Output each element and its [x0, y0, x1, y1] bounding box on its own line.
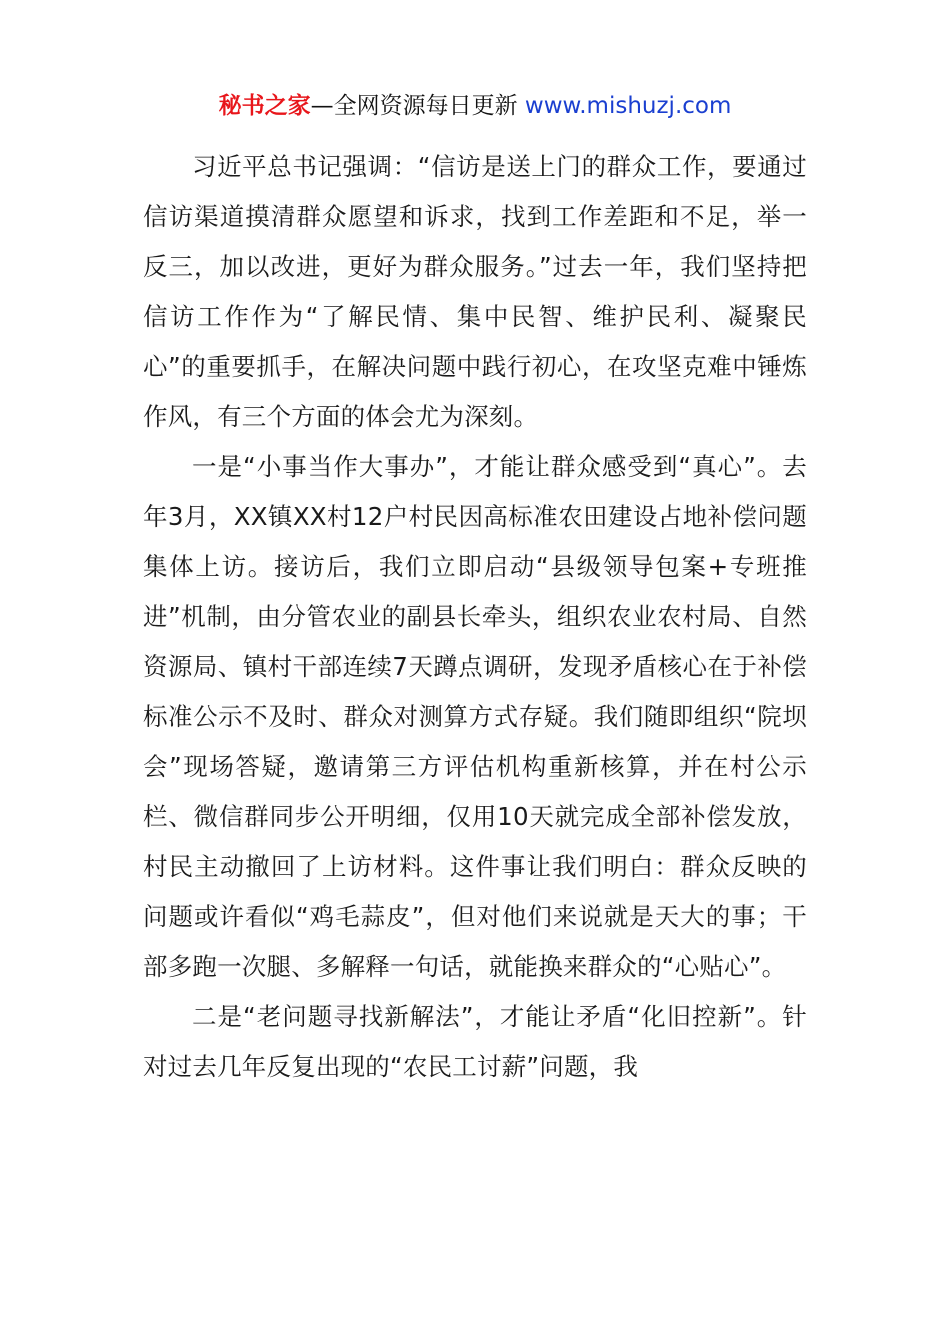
site-url-link[interactable]: www.mishuzj.com	[517, 93, 732, 119]
paragraph-point-two: 二是“老问题寻找新解法”，才能让矛盾“化旧控新”。针对过去几年反复出现的“农民工讨薪”问题，我	[143, 1002, 807, 1081]
header-tagline: —全网资源每日更新	[310, 93, 518, 119]
paragraph-intro: 习近平总书记强调：“信访是送上门的群众工作，要通过信访渠道摸清群众愿望和诉求，找到工作差距和不足，举一反三，加以改进，更好为群众服务。”过去一年，我们坚持把信访工作作为“了解民情、集中民智、维护民利、凝聚民心”的重要抓手，在解决问题中践行初心，在攻坚克难中锤炼作风，有三个方面的体会尤为深刻。	[143, 152, 807, 431]
page-header	[0, 86, 950, 126]
brand-name: 秘书之家	[218, 93, 311, 119]
paragraph-point-one: 一是“小事当作大事办”，才能让群众感受到“真心”。去年3月，XX镇XX村12户村民因高标准农田建设占地补偿问题集体上访。接访后，我们立即启动“县级领导包案+专班推进”机制，由分管农业的副县长牵头，组织农业农村局、自然资源局、镇村干部连续7天蹲点调研，发现矛盾核心在于补偿标准公示不及时、群众对测算方式存疑。我们随即组织“院坝会”现场答疑，邀请第三方评估机构重新核算，并在村公示栏、微信群同步公开明细，仅用10天就完成全部补偿发放，村民主动撤回了上访材料。这件事让我们明白：群众反映的问题或许看似“鸡毛蒜皮”，但对他们来说就是天大的事；干部多跑一次腿、多解释一句话，就能换来群众的“心贴心”。	[143, 452, 807, 981]
document-body	[143, 142, 807, 1092]
